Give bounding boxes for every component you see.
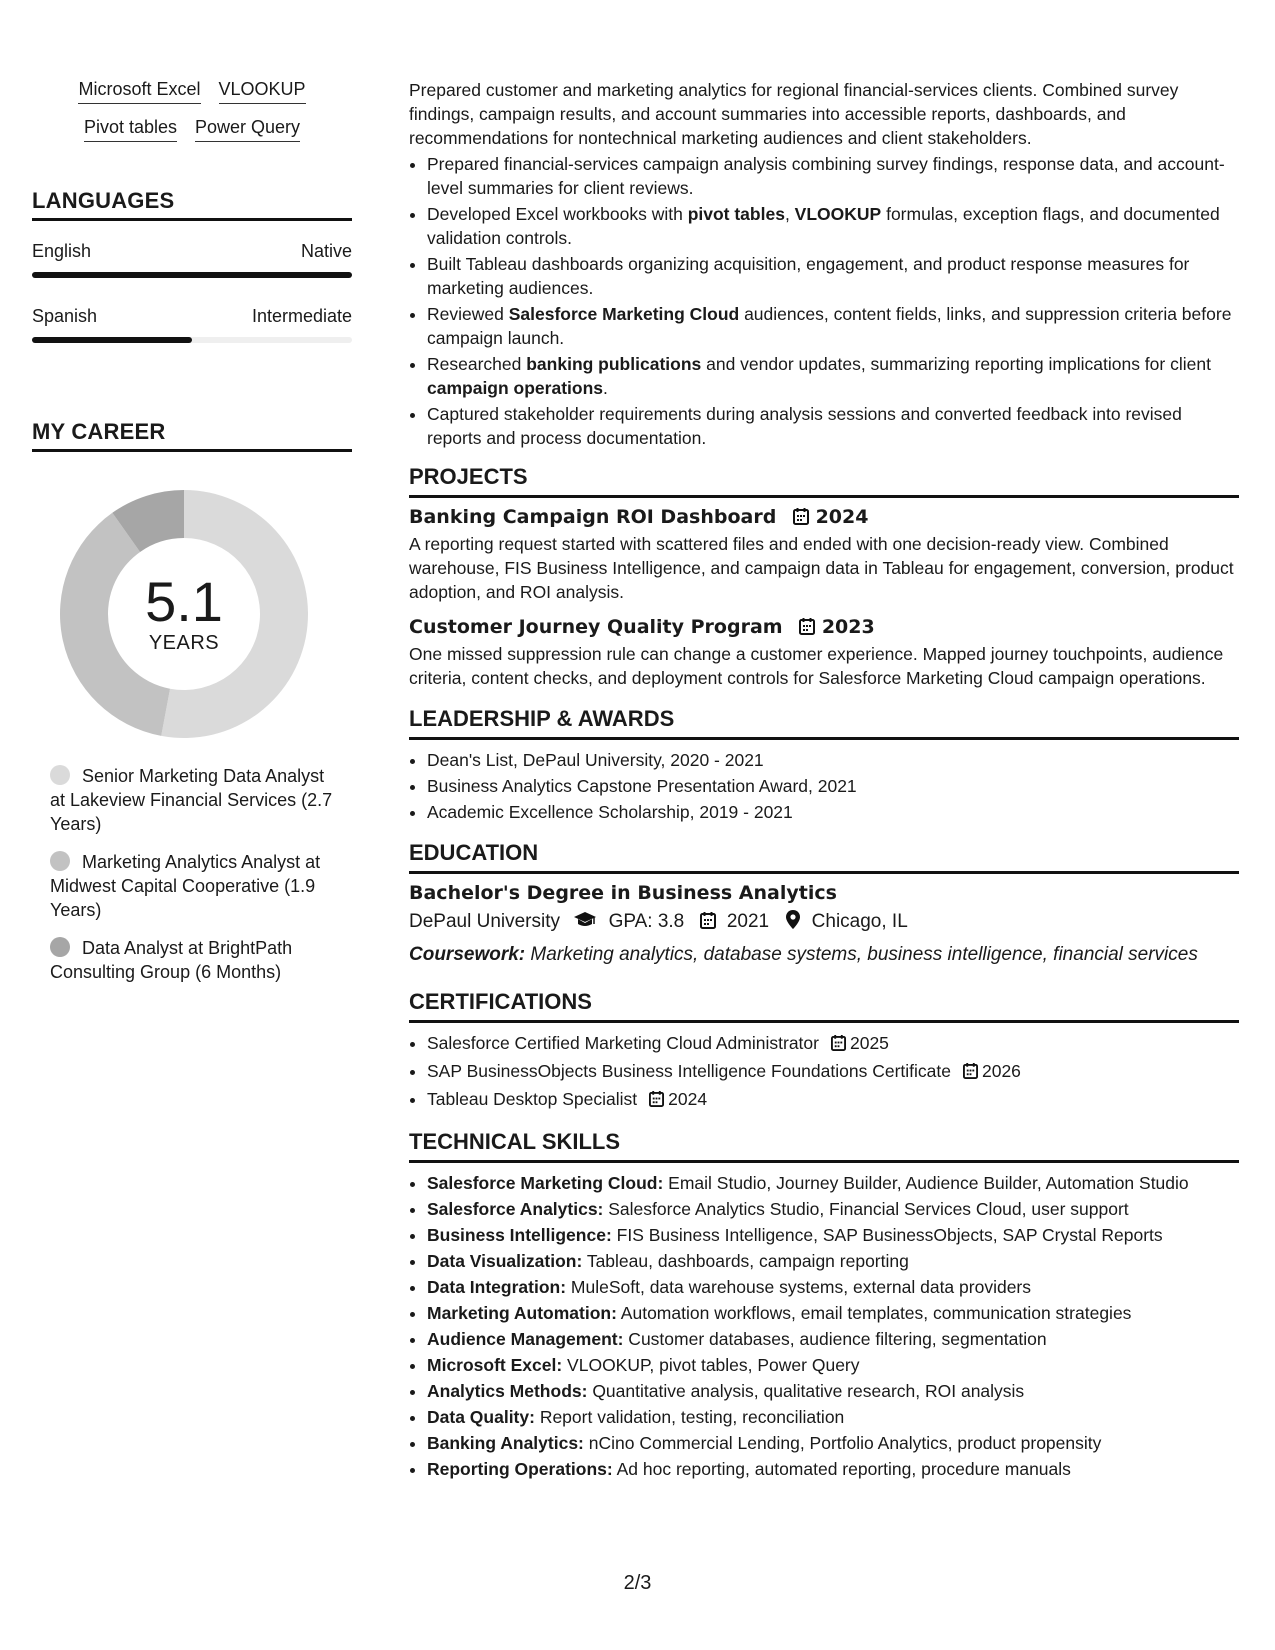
skill-category: Data Quality: <box>427 1407 535 1427</box>
keyword: pivot tables <box>687 204 785 224</box>
legend-dot <box>50 851 70 871</box>
calendar-icon <box>831 1033 846 1057</box>
legend-dot <box>50 937 70 957</box>
page-number: 2/3 <box>623 1572 652 1594</box>
language-proficiency-fill <box>32 272 352 278</box>
certifications-list <box>409 1031 1239 1113</box>
language-name: Spanish <box>32 306 98 326</box>
awards-list <box>409 748 1239 824</box>
skill-values: Ad hoc reporting, automated reporting, procedure manuals <box>612 1459 1071 1479</box>
certification-year: 2026 <box>981 1061 1021 1081</box>
certification-year: 2024 <box>668 1089 708 1109</box>
skill-category: Marketing Automation: <box>427 1303 617 1323</box>
experience-bullets <box>409 152 1239 450</box>
skill-category: Business Intelligence: <box>427 1225 612 1245</box>
skill-values: Quantitative analysis, qualitative research, ROI analysis <box>587 1381 1025 1401</box>
experience-bullet <box>427 352 1239 400</box>
language-level: Intermediate <box>251 306 352 326</box>
skill-item <box>427 1197 1239 1221</box>
skill-item <box>427 1275 1239 1299</box>
project-item <box>409 506 1239 604</box>
education-item <box>409 882 1239 967</box>
skill-values: nCino Commercial Lending, Portfolio Analytics, product propensity <box>583 1433 1102 1453</box>
skill-category: Salesforce Marketing Cloud: <box>427 1173 664 1193</box>
skill-tag: Microsoft Excel <box>78 78 200 104</box>
text: . <box>603 378 608 398</box>
award-item: • Business Analytics Capstone Presentation Award, 2021 <box>427 774 1239 798</box>
skill-category: Banking Analytics: <box>427 1433 584 1453</box>
skill-item <box>427 1301 1239 1325</box>
awards-heading: LEADERSHIP & AWARDS <box>409 706 1239 740</box>
skill-values: Customer databases, audience filtering, segmentation <box>623 1329 1047 1349</box>
project-title: Banking Campaign ROI Dashboard <box>409 506 777 528</box>
certification-name: SAP BusinessObjects Business Intelligence Foundations Certificate <box>427 1061 951 1081</box>
calendar-icon <box>700 911 716 935</box>
certification-item <box>427 1087 1239 1113</box>
skill-values: Automation workflows, email templates, communication strategies <box>616 1303 1132 1323</box>
skill-item <box>427 1405 1239 1429</box>
experience-bullet: • Captured stakeholder requirements during analysis sessions and converted feedback into revised reports and process documentation. <box>427 402 1239 450</box>
education-details <box>409 910 1239 935</box>
skill-values: VLOOKUP, pivot tables, Power Query <box>562 1355 860 1375</box>
skill-tag: Pivot tables <box>84 116 177 142</box>
languages-heading: LANGUAGES <box>32 188 352 221</box>
project-year: 2024 <box>815 506 869 528</box>
career-legend <box>50 764 340 984</box>
technical-skills-heading: TECHNICAL SKILLS <box>409 1129 1239 1163</box>
career-donut-chart <box>54 484 314 744</box>
text: and vendor updates, summarizing reporting implications for client <box>701 354 1211 374</box>
skill-item <box>427 1223 1239 1247</box>
text: , <box>784 204 795 224</box>
skill-category: Data Visualization: <box>427 1251 583 1271</box>
career-heading: MY CAREER <box>32 419 352 452</box>
skill-item <box>427 1171 1239 1195</box>
project-year: 2023 <box>821 616 875 638</box>
skill-values: Salesforce Analytics Studio, Financial Services Cloud, user support <box>603 1199 1129 1219</box>
language-item <box>32 306 352 343</box>
skill-values: FIS Business Intelligence, SAP BusinessObjects, SAP Crystal Reports <box>611 1225 1163 1245</box>
graduation-cap-icon <box>573 911 597 935</box>
certifications-heading: CERTIFICATIONS <box>409 989 1239 1023</box>
coursework-text: Marketing analytics, database systems, business intelligence, financial services <box>525 944 1198 965</box>
skill-category: Microsoft Excel: <box>427 1355 563 1375</box>
language-proficiency-bar <box>32 337 352 343</box>
award-item: • Academic Excellence Scholarship, 2019 - 2021 <box>427 800 1239 824</box>
degree-title: Bachelor's Degree in Business Analytics <box>409 882 837 904</box>
project-title: Customer Journey Quality Program <box>409 616 783 638</box>
language-level: Native <box>300 241 352 261</box>
skill-values: Report validation, testing, reconciliation <box>534 1407 845 1427</box>
skill-item <box>427 1457 1239 1481</box>
project-title-row <box>409 616 1239 640</box>
legend-dot <box>50 765 70 785</box>
school-name: DePaul University <box>409 911 560 932</box>
skill-tag: VLOOKUP <box>219 78 306 104</box>
certification-name: Tableau Desktop Specialist <box>427 1089 638 1109</box>
skill-category: Data Integration: <box>427 1277 567 1297</box>
skill-item <box>427 1353 1239 1377</box>
skill-category: Reporting Operations: <box>427 1459 613 1479</box>
keyword: campaign operations <box>427 378 604 398</box>
text: formulas, exception flags, and documented validation controls. <box>427 204 1220 248</box>
project-title-row <box>409 506 1239 530</box>
skill-values: Email Studio, Journey Builder, Audience Builder, Automation Studio <box>663 1173 1189 1193</box>
experience-summary: Prepared customer and marketing analytics for regional financial-services clients. Combined survey findings, campaign results, and account summaries into accessible reports, dashboards, and recommendations for nontechnical marketing audiences and client stakeholders. <box>409 80 1179 148</box>
career-legend-item <box>50 764 340 836</box>
certification-year: 2025 <box>849 1033 889 1053</box>
text: audiences, content fields, links, and suppression criteria before campaign launch. <box>427 304 1232 348</box>
award-item: • Dean's List, DePaul University, 2020 - 2021 <box>427 748 1239 772</box>
project-item <box>409 616 1239 690</box>
language-proficiency-fill <box>32 337 192 343</box>
calendar-icon <box>963 1061 978 1085</box>
text: Researched <box>427 354 527 374</box>
technical-skills-list <box>409 1171 1239 1481</box>
location: Chicago, IL <box>811 911 908 932</box>
project-description: One missed suppression rule can change a customer experience. Mapped journey touchpoints, audience criteria, content checks, and deployment controls for Salesforce Marketing Cloud campaign operations. <box>409 644 1224 688</box>
career-legend-item <box>50 850 340 922</box>
experience-bullet: • Built Tableau dashboards organizing acquisition, engagement, and product response measures for marketing audiences. <box>427 252 1239 300</box>
career-legend-label: Marketing Analytics Analyst at Midwest Capital Cooperative (1.9 Years) <box>50 852 321 920</box>
career-total-unit: YEARS <box>148 632 220 654</box>
skill-category: Analytics Methods: <box>427 1381 588 1401</box>
career-legend-label: Senior Marketing Data Analyst at Lakeview Financial Services (2.7 Years) <box>50 766 333 834</box>
keyword: VLOOKUP <box>794 204 882 224</box>
certification-item <box>427 1031 1239 1057</box>
skill-tags <box>32 78 352 142</box>
experience-bullet <box>427 202 1239 250</box>
career-legend-item <box>50 936 340 984</box>
calendar-icon <box>799 617 815 640</box>
map-pin-icon <box>786 910 800 935</box>
graduation-year: 2021 <box>726 911 770 932</box>
skill-item <box>427 1379 1239 1403</box>
main-column <box>409 78 1239 1483</box>
projects-heading: PROJECTS <box>409 464 1239 498</box>
skill-item <box>427 1249 1239 1273</box>
text: Developed Excel workbooks with <box>427 204 688 224</box>
language-proficiency-bar <box>32 272 352 278</box>
skill-values: Tableau, dashboards, campaign reporting <box>582 1251 909 1271</box>
skill-item <box>427 1327 1239 1351</box>
career-legend-label: Data Analyst at BrightPath Consulting Group (6 Months) <box>50 938 293 982</box>
career-total-years: 5.1 <box>145 570 223 633</box>
skill-category: Audience Management: <box>427 1329 624 1349</box>
certification-item <box>427 1059 1239 1085</box>
certification-name: Salesforce Certified Marketing Cloud Administrator <box>427 1033 819 1053</box>
sidebar <box>32 78 352 998</box>
language-item <box>32 241 352 278</box>
language-name: English <box>32 241 92 261</box>
experience-bullet <box>427 302 1239 350</box>
experience-bullet: • Prepared financial-services campaign analysis combining survey findings, response data, and account-level summaries for client reviews. <box>427 152 1239 200</box>
skill-item <box>427 1431 1239 1455</box>
calendar-icon <box>649 1089 664 1113</box>
education-heading: EDUCATION <box>409 840 1239 874</box>
text: Reviewed <box>427 304 509 324</box>
keyword: Salesforce Marketing Cloud <box>508 304 740 324</box>
project-description: A reporting request started with scattered files and ended with one decision-ready view. Combined warehouse, FIS Business Intelligence, and campaign data in Tableau for engagement, conversion, product adoption, and ROI analysis. <box>409 534 1234 602</box>
skill-tag: Power Query <box>195 116 300 142</box>
coursework <box>409 943 1239 967</box>
skill-category: Salesforce Analytics: <box>427 1199 604 1219</box>
calendar-icon <box>793 507 809 530</box>
coursework-label: Coursework: <box>409 944 526 965</box>
gpa: GPA: 3.8 <box>608 911 685 932</box>
skill-values: MuleSoft, data warehouse systems, external data providers <box>566 1277 1032 1297</box>
keyword: banking publications <box>526 354 702 374</box>
career-donut-center <box>54 484 314 744</box>
